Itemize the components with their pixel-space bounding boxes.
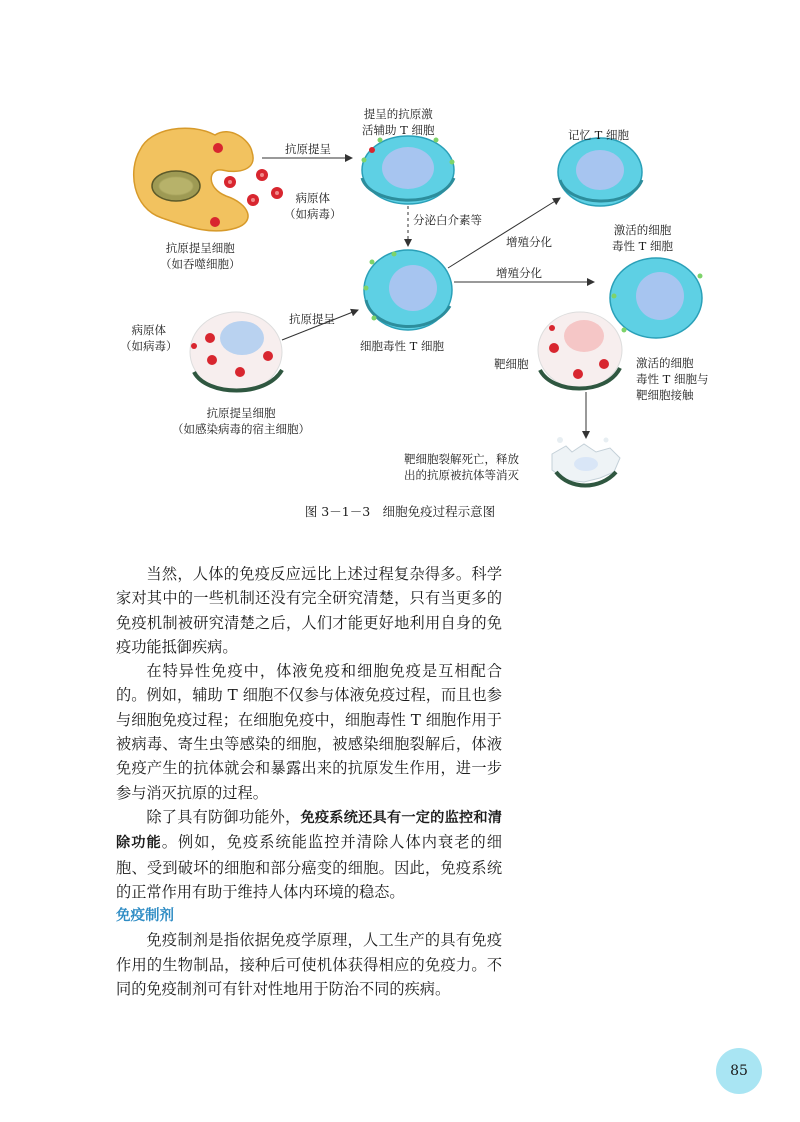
label-pathogen-top: 病原体 （如病毒） — [284, 191, 342, 221]
body-text — [116, 562, 502, 1001]
label-host-cell: 抗原提呈细胞 （如感染病毒的宿主细胞） — [172, 406, 310, 436]
paragraph-3-highlight: 免疫系统还具有一定的监控和清除功能 — [116, 809, 502, 852]
section-heading: 免疫制剂 — [116, 908, 174, 925]
paragraph-4: 免疫制剂是指依据免疫学原理，人工生产的具有免疫作用的生物制品，接种后可使机体获得相应的免疫力。不同的免疫制剂可有针对性地用于防治不同的疾病。 — [116, 931, 502, 999]
label-antigen-present-bottom: 抗原提呈 — [289, 312, 335, 326]
label-apc-macrophage: 抗原提呈细胞 （如吞噬细胞） — [160, 241, 241, 271]
paragraph-1: 当然，人体的免疫反应远比上述过程复杂得多。科学家对其中的一些机制还没有完全研究清楚，只有当更多的免疫机制被研究清楚之后，人们才能更好地利用自身的免疫功能抵御疾病。 — [116, 565, 502, 656]
lysed-cell — [552, 437, 620, 486]
paragraph-2: 在特异性免疫中，体液免疫和细胞免疫是互相配合的。例如，辅助 T 细胞不仅参与体液免疫过程，而且也参与细胞免疫过程；在细胞免疫中，细胞毒性 T 细胞作用于被病毒、寄生虫等感染的细胞，被感染细胞裂解后，体液免疫产生的抗体就会和暴露出来的抗原发生作用，进一步参与消灭抗原的过程。 — [116, 662, 502, 802]
label-target-cell: 靶细胞 — [494, 357, 529, 371]
label-cytotoxic-t: 细胞毒性 T 细胞 — [360, 339, 444, 353]
memory-t-cell — [558, 138, 642, 206]
immune-process-figure — [0, 0, 800, 510]
label-secrete: 分泌白介素等 — [413, 213, 482, 227]
page-number: 85 — [730, 1063, 748, 1079]
label-prolif-right: 增殖分化 — [496, 266, 542, 280]
label-prolif-up: 增殖分化 — [506, 235, 552, 249]
activated-cytotoxic-t-cell — [610, 258, 703, 338]
label-memory-t: 记忆 T 细胞 — [568, 128, 629, 142]
cytotoxic-t-cell — [364, 250, 453, 330]
label-helper-t: 提呈的抗原激 活辅助 T 细胞 — [362, 107, 435, 137]
page-number-badge — [716, 1048, 762, 1094]
infected-host-cell — [190, 312, 282, 392]
arrow-prolif-up — [448, 198, 560, 268]
label-pathogen-bottom: 病原体 （如病毒） — [120, 323, 178, 353]
helper-t-cell — [362, 136, 455, 204]
paragraph-3 — [116, 805, 502, 904]
target-cell — [538, 312, 622, 389]
antigen-icon — [210, 217, 220, 227]
label-contact: 激活的细胞 毒性 T 细胞与 靶细胞接触 — [636, 356, 709, 402]
label-antigen-present-top: 抗原提呈 — [285, 142, 331, 156]
paragraph-3-lead: 除了具有防御功能外， — [146, 807, 301, 826]
figure-drawing — [0, 0, 800, 500]
paragraph-3-rest: 。例如，免疫系统能监控并清除人体内衰老的细胞、受到破坏的细胞和部分癌变的细胞。因此，免疫系统的正常作用有助于维持人体内环境的稳态。 — [116, 833, 502, 901]
label-lysis: 靶细胞裂解死亡，释放 出的抗原被抗体等消灭 — [404, 452, 519, 482]
label-activated-ctl: 激活的细胞 毒性 T 细胞 — [612, 223, 673, 253]
figure-caption: 图 3－1－3 细胞免疫过程示意图 — [304, 504, 496, 519]
antigen-icon — [213, 143, 223, 153]
